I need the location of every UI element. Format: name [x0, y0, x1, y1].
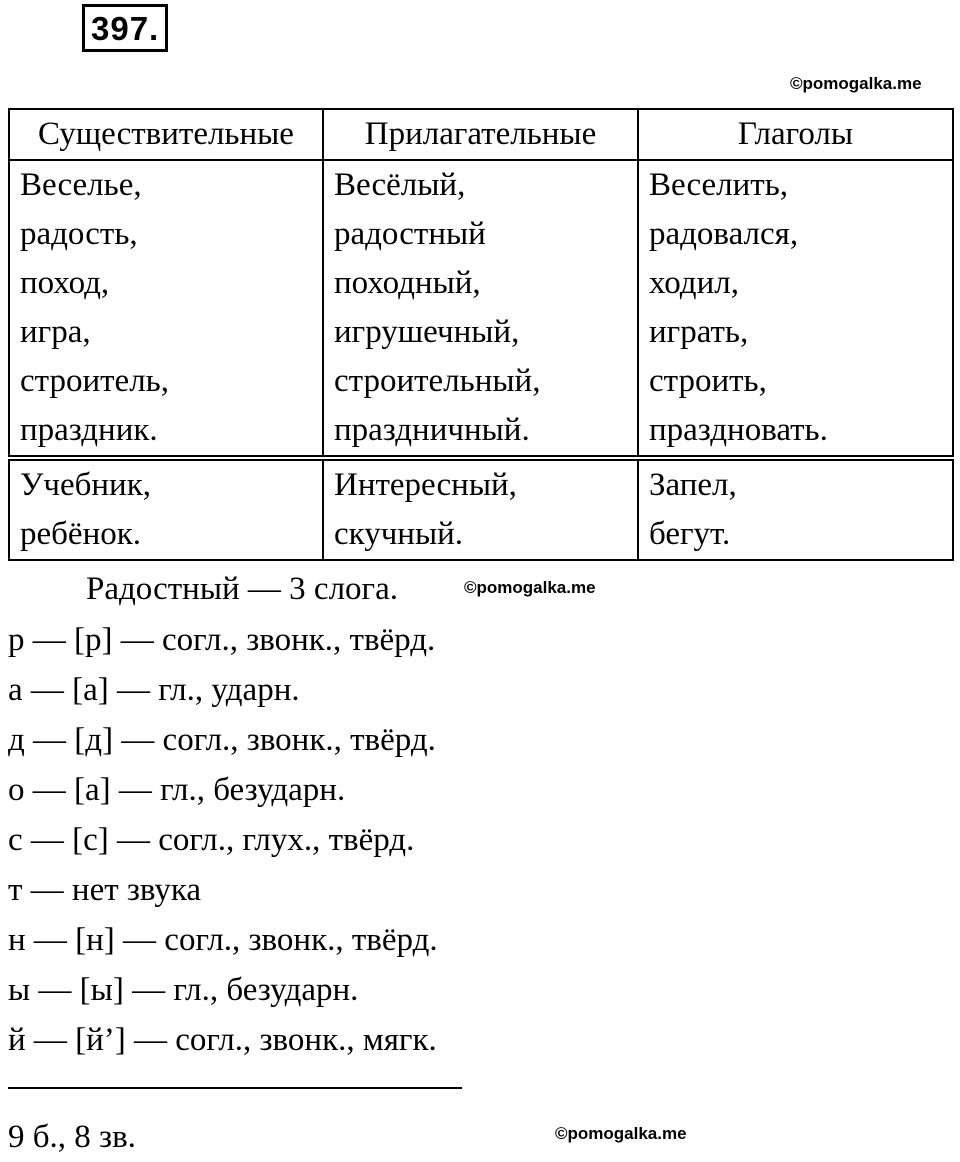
watermark: ©pomogalka.me	[790, 74, 922, 93]
list-item: Интересный,	[334, 467, 517, 503]
list-item: радостный	[334, 216, 486, 252]
adjectives-cell	[323, 460, 638, 560]
table-row	[9, 460, 953, 560]
nouns-cell	[9, 160, 323, 456]
extra-words-table	[8, 459, 954, 561]
sound-line: ы — [ы] — гл., безударн.	[8, 972, 359, 1008]
list-item: ходил,	[649, 265, 739, 301]
list-item: праздничный.	[334, 412, 530, 448]
verbs-cell	[638, 160, 953, 456]
list-item: радость,	[20, 216, 138, 252]
sound-line: о — [а] — гл., безударн.	[8, 772, 346, 808]
sound-line: а — [а] — гл., ударн.	[8, 672, 300, 708]
list-item: бегут.	[649, 516, 731, 552]
list-item: Веселить,	[649, 167, 789, 203]
sound-line: н — [н] — согл., звонк., твёрд.	[8, 922, 438, 958]
header-adjectives: Прилагательные	[323, 109, 638, 160]
sound-line: й — [й’] — согл., звонк., мягк.	[8, 1022, 437, 1058]
divider	[8, 1087, 462, 1089]
sound-line: р — [р] — согл., звонк., твёрд.	[8, 622, 436, 658]
list-item: Учебник,	[20, 467, 152, 503]
watermark: ©pomogalka.me	[464, 578, 596, 597]
verbs-cell	[638, 460, 953, 560]
table-row	[9, 160, 953, 456]
list-item: играть,	[649, 314, 749, 350]
list-item: игра,	[20, 314, 91, 350]
list-item: строить,	[649, 363, 767, 399]
list-item: походный,	[334, 265, 481, 301]
list-item: Веселье,	[20, 167, 142, 203]
words-table	[8, 108, 954, 457]
list-item: игрушечный,	[334, 314, 520, 350]
list-item: праздновать.	[649, 412, 828, 448]
list-item: Весёлый,	[334, 167, 466, 203]
list-item: Запел,	[649, 467, 737, 503]
header-verbs: Глаголы	[638, 109, 953, 160]
task-number: 397.	[82, 4, 168, 52]
sound-line: т — нет звука	[8, 872, 202, 908]
table-header-row	[9, 109, 953, 160]
header-nouns: Существительные	[9, 109, 323, 160]
sound-line: с — [с] — согл., глух., твёрд.	[8, 822, 415, 858]
list-item: поход,	[20, 265, 110, 301]
watermark: ©pomogalka.me	[555, 1124, 687, 1143]
nouns-cell	[9, 460, 323, 560]
list-item: ребёнок.	[20, 516, 142, 552]
adjectives-cell	[323, 160, 638, 456]
list-item: строительный,	[334, 363, 541, 399]
list-item: строитель,	[20, 363, 169, 399]
sound-line: д — [д] — согл., звонк., твёрд.	[8, 722, 436, 758]
analysis-title: Радостный — 3 слога.	[86, 571, 398, 607]
list-item: скучный.	[334, 516, 464, 552]
list-item: праздник.	[20, 412, 158, 448]
summary: 9 б., 8 зв.	[8, 1119, 136, 1155]
list-item: радовался,	[649, 216, 799, 252]
